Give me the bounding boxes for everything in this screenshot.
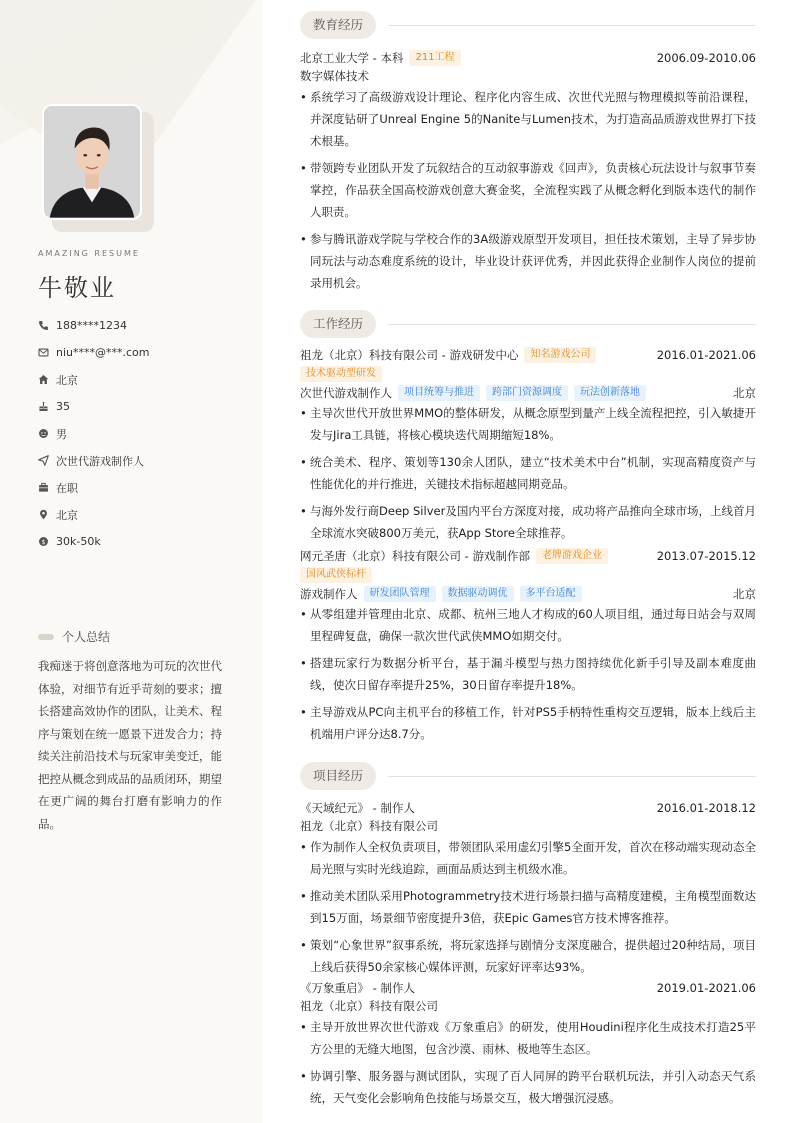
resume-tagline: AMAZING RESUME	[38, 249, 140, 258]
work-header-row	[300, 546, 756, 565]
project-bullets	[300, 1016, 756, 1109]
project-company: 祖龙（北京）科技有限公司	[300, 819, 438, 833]
section-education-header	[300, 10, 756, 40]
work-period: 2013.07-2015.12	[656, 548, 756, 563]
location-icon	[38, 509, 56, 520]
work-period: 2016.01-2021.06	[656, 347, 756, 362]
summary-title	[38, 628, 110, 645]
school-badge: 211工程	[409, 50, 460, 66]
work-entry	[300, 345, 756, 549]
send-icon	[38, 455, 56, 466]
contact-home	[38, 366, 248, 393]
company-badge: 技术驱动型研发	[300, 366, 382, 382]
contact-position	[38, 447, 248, 474]
major: 数字媒体技术	[300, 69, 369, 83]
money-icon	[38, 536, 56, 547]
contact-text: 次世代游戏制作人	[56, 454, 144, 468]
company-name: 网元圣唐（北京）科技有限公司 - 游戏制作部	[300, 548, 530, 563]
company-badge: 国风武侠标杆	[300, 567, 372, 583]
work-entry	[300, 546, 756, 750]
list-item: • 参与腾讯游戏学院与学校合作的3A级游戏原型开发项目，担任技术策划，主导了异步协同玩法与动态难度系统的设计，毕业设计获评优秀，并因此获得企业制作人岗位的提前录用机会。	[300, 228, 756, 294]
company-name: 祖龙（北京）科技有限公司 - 游戏研发中心	[300, 347, 519, 362]
job-role: 游戏制作人	[300, 586, 358, 601]
list-item: • 主导开放世界次世代游戏《万象重启》的研发，使用Houdini程序化生成技术打造25平方公里的无缝大地图，包含沙漠、雨林、极地等生态区。	[300, 1016, 756, 1060]
list-item: • 系统学习了高级游戏设计理论、程序化内容生成、次世代光照与物理模拟等前沿课程，并深度钻研了Unreal Engine 5的Nanite与Lumen技术，为打造高品质游戏世界打下技术根基。	[300, 86, 756, 152]
list-item: • 策划“心象世界”叙事系统，将玩家选择与剧情分支深度融合，提供超过20种结局，项目上线后获得50余家核心媒体评测，玩家好评率达93%。	[300, 934, 756, 978]
contact-text: 在职	[56, 481, 78, 495]
contact-salary	[38, 528, 248, 555]
job-city: 北京	[733, 586, 756, 601]
list-item: • 作为制作人全权负责项目，带领团队采用虚幻引擎5全面开发，首次在移动端实现动态全局光照与实时光线追踪，画面品质达到主机级水准。	[300, 836, 756, 880]
skill-badge: 多平台适配	[520, 586, 582, 602]
home-icon	[38, 374, 56, 385]
title-bar-decoration	[38, 634, 54, 640]
svg-text:$: $	[41, 538, 46, 546]
contact-email	[38, 339, 248, 366]
work-bullets	[300, 402, 756, 544]
email-icon	[38, 347, 56, 358]
project-bullets	[300, 836, 756, 978]
contact-location	[38, 501, 248, 528]
skill-badge: 跨部门资源调度	[486, 385, 568, 401]
sidebar	[0, 0, 262, 1123]
list-item: • 协调引擎、服务器与测试团队，实现了百人同屏的跨平台联机玩法，并引入动态天气系统，天气变化会影响角色技能与场景交互，极大增强沉浸感。	[300, 1065, 756, 1109]
project-name: 《天域纪元》 - 制作人	[300, 800, 415, 815]
contact-text: 188****1234	[56, 319, 127, 332]
list-item: • 带领跨专业团队开发了玩叙结合的互动叙事游戏《回声》，负责核心玩法设计与叙事节奏掌控，作品获全国高校游戏创意大赛金奖，全流程实践了从概念孵化到版本迭代的制作人职责。	[300, 157, 756, 223]
contact-gender	[38, 420, 248, 447]
company-badge: 老牌游戏企业	[536, 548, 608, 564]
divider	[388, 25, 756, 26]
work-role-row	[300, 383, 756, 402]
school-name: 北京工业大学 - 本科	[300, 50, 404, 65]
contact-text: 北京	[56, 373, 78, 387]
project-entry	[300, 798, 756, 983]
person-name: 牛敬业	[38, 274, 116, 302]
list-item: • 统合美术、程序、策划等130余人团队，建立“技术美术中台”机制，实现高精度资产与性能优化的并行推进，关键技术指标超越同期竞品。	[300, 451, 756, 495]
gender-icon	[38, 428, 56, 439]
phone-icon	[38, 320, 56, 331]
list-item: • 从零组建并管理由北京、成都、杭州三地人才构成的60人项目组，通过每日站会与双周里程碑复盘，确保一款次世代武侠MMO如期交付。	[300, 603, 756, 647]
list-item: • 推动美术团队采用Photogrammetry技术进行场景扫描与高精度建模，主角模型面数达到15万面，场景细节密度提升3倍，获Epic Games官方技术博客推荐。	[300, 885, 756, 929]
contact-text: 北京	[56, 508, 78, 522]
list-item: • 主导游戏从PC向主机平台的移植工作，针对PS5手柄特性重构交互逻辑，版本上线后主机端用户评分达8.7分。	[300, 701, 756, 745]
contact-text: 35	[56, 400, 70, 413]
contact-text: niu****@***.com	[56, 346, 150, 359]
person-portrait-icon	[44, 106, 140, 218]
section-projects-header	[300, 761, 756, 791]
work-role-row	[300, 584, 756, 603]
project-period: 2019.01-2021.06	[656, 980, 756, 995]
contact-text: 30k-50k	[56, 535, 101, 548]
contact-text: 男	[56, 427, 67, 441]
work-bullets	[300, 603, 756, 745]
divider	[388, 324, 756, 325]
section-title: 教育经历	[300, 11, 376, 39]
work-badge-row	[300, 565, 756, 584]
cake-icon	[38, 401, 56, 412]
skill-badge: 项目统筹与推进	[398, 385, 480, 401]
project-name: 《万象重启》 - 制作人	[300, 980, 415, 995]
project-entry	[300, 978, 756, 1114]
contact-status	[38, 474, 248, 501]
education-header-row	[300, 48, 756, 67]
briefcase-icon	[38, 482, 56, 493]
education-period: 2006.09-2010.06	[656, 50, 756, 65]
section-title: 项目经历	[300, 762, 376, 790]
summary-title-text: 个人总结	[62, 630, 111, 644]
work-header-row	[300, 345, 756, 364]
education-bullets	[300, 86, 756, 294]
skill-badge: 玩法创新落地	[574, 385, 646, 401]
list-item: • 与海外发行商Deep Silver及国内平台方深度对接，成功将产品推向全球市场，上线首月全球流水突破800万美元，获App Store全球推荐。	[300, 500, 756, 544]
contact-phone	[38, 312, 248, 339]
list-item: • 搭建玩家行为数据分析平台，基于漏斗模型与热力图持续优化新手引导及副本难度曲线，使次日留存率提升25%，30日留存率提升18%。	[300, 652, 756, 696]
avatar-photo	[42, 104, 142, 220]
skill-badge: 数据驱动调优	[442, 586, 514, 602]
skill-badge: 研发团队管理	[364, 586, 436, 602]
contact-list	[38, 312, 248, 555]
education-entry	[300, 48, 756, 299]
company-badge: 知名游戏公司	[524, 347, 596, 363]
project-period: 2016.01-2018.12	[656, 800, 756, 815]
list-item: • 主导次世代开放世界MMO的整体研发，从概念原型到量产上线全流程把控，引入敏捷开发与Jira工具链，将核心模块迭代周期缩短18%。	[300, 402, 756, 446]
project-header-row	[300, 798, 756, 817]
avatar	[42, 104, 142, 220]
job-city: 北京	[733, 385, 756, 400]
work-badge-row	[300, 364, 756, 383]
summary-text: 我痴迷于将创意落地为可玩的次世代体验，对细节有近乎苛刻的要求；擅长搭建高效协作的团队，让美术、程序与策划在统一愿景下迸发合力；持续关注前沿技术与玩家审美变迁，能把控从概念到成品的品质闭环，期望在更广阔的舞台打磨有影响力的作品。	[38, 659, 222, 831]
project-header-row	[300, 978, 756, 997]
project-company: 祖龙（北京）科技有限公司	[300, 999, 438, 1013]
contact-age	[38, 393, 248, 420]
job-role: 次世代游戏制作人	[300, 385, 392, 400]
divider	[388, 776, 756, 777]
section-title: 工作经历	[300, 310, 376, 338]
section-work-header	[300, 309, 756, 339]
